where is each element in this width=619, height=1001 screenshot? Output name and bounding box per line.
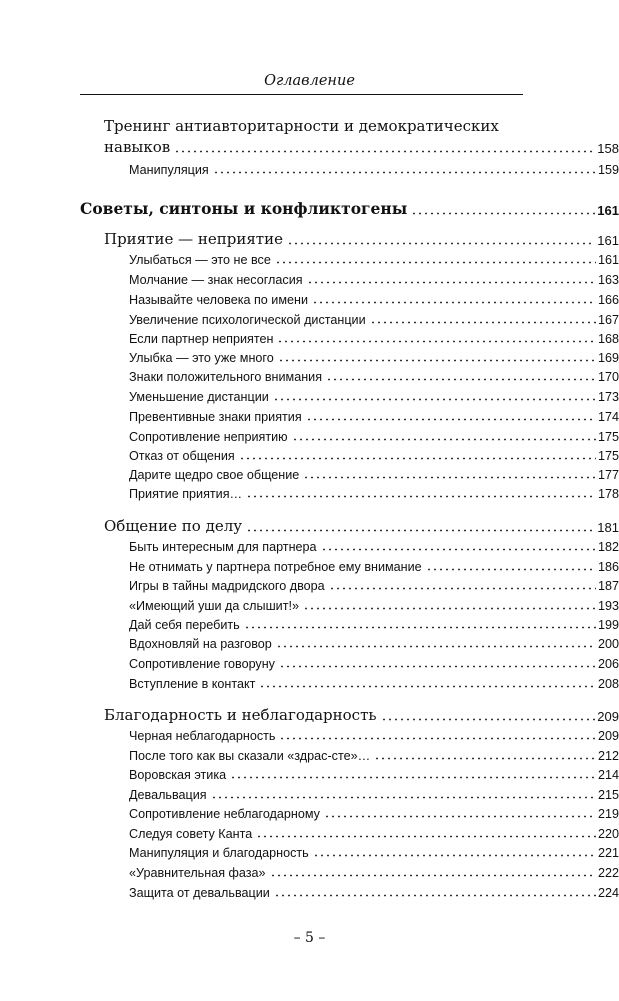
toc-page-number: 158 xyxy=(597,141,619,156)
toc-subentry[interactable] xyxy=(0,801,619,821)
toc-page-number: 163 xyxy=(597,273,619,287)
toc-page-number: 206 xyxy=(597,657,619,671)
toc-subentry-label: «Имеющий уши да слышит!» xyxy=(129,599,299,613)
toc-page-number: 193 xyxy=(597,599,619,613)
toc-subentry[interactable] xyxy=(0,651,619,671)
toc-subentry-label: После того как вы сказали «здрас-сте»… xyxy=(129,749,371,763)
toc-page-number: 200 xyxy=(597,637,619,651)
leader-dots xyxy=(246,529,595,532)
toc-chapter-label: Общение по делу xyxy=(104,517,243,535)
toc-entry-continued-line1[interactable]: Тренинг антиавторитарности и демократических xyxy=(104,117,499,135)
toc-subentry-label: Не отнимать у партнера потребное ему внимание xyxy=(129,560,422,574)
toc-subentry-label: Игры в тайны мадридского двора xyxy=(129,579,325,593)
leader-dots xyxy=(411,212,595,215)
leader-dots xyxy=(381,718,596,721)
leader-dots xyxy=(279,665,596,668)
leader-dots xyxy=(303,476,596,479)
toc-entry-continued[interactable] xyxy=(0,134,619,156)
toc-subentry[interactable] xyxy=(0,671,619,691)
toc-subentry-label: Если партнер неприятен xyxy=(129,332,274,346)
toc-subentry-label: Приятие приятия… xyxy=(129,487,243,501)
leader-dots xyxy=(244,626,596,629)
toc-page-number: 166 xyxy=(597,293,619,307)
running-header: Оглавление xyxy=(264,73,355,89)
leader-dots xyxy=(239,457,596,460)
toc-subentry[interactable] xyxy=(0,762,619,782)
toc-page-number: 173 xyxy=(597,390,619,404)
toc-subentry-label: Сопротивление неблагодарному xyxy=(129,807,320,821)
toc-page-number: 175 xyxy=(597,449,619,463)
toc-subentry[interactable] xyxy=(0,384,619,404)
toc-subentry[interactable] xyxy=(0,821,619,841)
leader-dots xyxy=(324,815,596,818)
toc-page-number: 178 xyxy=(597,487,619,501)
leader-dots xyxy=(174,150,595,153)
toc-subentry[interactable] xyxy=(0,723,619,743)
leader-dots xyxy=(256,835,596,838)
toc-page-number: 174 xyxy=(597,410,619,424)
toc-subentry-label: Дай себя перебить xyxy=(129,618,240,632)
leader-dots xyxy=(321,548,596,551)
toc-subentry[interactable] xyxy=(0,326,619,346)
toc-page-number: 161 xyxy=(597,253,619,267)
leader-dots xyxy=(426,568,596,571)
toc-subentry-label: Девальвация xyxy=(129,788,207,802)
leader-dots xyxy=(274,894,596,897)
toc-subentry[interactable] xyxy=(0,462,619,482)
toc-page-number: 168 xyxy=(597,332,619,346)
leader-dots xyxy=(259,685,596,688)
toc-page-number: 169 xyxy=(597,351,619,365)
leader-dots xyxy=(277,340,596,343)
toc-subentry[interactable] xyxy=(0,267,619,287)
toc-page-number: 161 xyxy=(597,203,619,218)
toc-subentry[interactable] xyxy=(0,573,619,593)
toc-subentry[interactable] xyxy=(0,880,619,900)
toc-subentry-label: Манипуляция и благодарность xyxy=(129,846,309,860)
toc-subentry-label: Защита от девальвации xyxy=(129,886,270,900)
leader-dots xyxy=(329,587,596,590)
toc-subentry[interactable] xyxy=(0,840,619,860)
toc-subentry[interactable] xyxy=(0,612,619,632)
toc-page-number: 161 xyxy=(597,233,619,248)
toc-chapter[interactable] xyxy=(0,226,619,248)
toc-part-heading[interactable] xyxy=(0,196,619,218)
leader-dots xyxy=(374,757,596,760)
toc-subentry-label: «Уравнительная фаза» xyxy=(129,866,266,880)
toc-chapter[interactable] xyxy=(0,513,619,535)
toc-subentry[interactable] xyxy=(0,364,619,384)
toc-subentry[interactable] xyxy=(0,554,619,574)
page-number: – 5 – xyxy=(293,930,326,946)
toc-subentry-label: Отказ от общения xyxy=(129,449,235,463)
toc-subentry-label: Сопротивление говоруну xyxy=(129,657,275,671)
toc-subentry-label: Следуя совету Канта xyxy=(129,827,253,841)
leader-dots xyxy=(270,874,596,877)
toc-subentry[interactable] xyxy=(0,345,619,365)
toc-subentry-label: Знаки положительного внимания xyxy=(129,370,323,384)
toc-chapter[interactable] xyxy=(0,702,619,724)
toc-subentry-label: Сопротивление неприятию xyxy=(129,430,288,444)
toc-page-number: 209 xyxy=(597,729,619,743)
toc-page-number: 170 xyxy=(597,370,619,384)
toc-subentry-label: Вдохновляй на разговор xyxy=(129,637,272,651)
leader-dots xyxy=(313,854,596,857)
toc-page-number: 187 xyxy=(597,579,619,593)
toc-page-number: 224 xyxy=(597,886,619,900)
toc-page-number: 167 xyxy=(597,313,619,327)
leader-dots xyxy=(278,359,596,362)
toc-subentry-label: Дарите щедро свое общение xyxy=(129,468,300,482)
toc-subentry[interactable] xyxy=(0,424,619,444)
toc-subentry-label: Увеличение психологической дистанции xyxy=(129,313,366,327)
toc-chapter-label: Благодарность и неблагодарность xyxy=(104,706,377,724)
toc-page-number: 159 xyxy=(597,163,619,177)
toc-subentry[interactable] xyxy=(0,481,619,501)
toc-subentry[interactable] xyxy=(0,404,619,424)
leader-dots xyxy=(370,321,596,324)
leader-dots xyxy=(246,495,596,498)
leader-dots xyxy=(303,607,596,610)
toc-subentry-label: Быть интересным для партнера xyxy=(129,540,317,554)
toc-subentry[interactable] xyxy=(0,157,619,177)
toc-page-number: 219 xyxy=(597,807,619,821)
toc-subentry[interactable] xyxy=(0,743,619,763)
toc-page-number: 181 xyxy=(597,520,619,535)
leader-dots xyxy=(326,378,596,381)
toc-subentry-label: Улыбка — это уже много xyxy=(129,351,274,365)
toc-page-number: 199 xyxy=(597,618,619,632)
toc-page-number: 221 xyxy=(597,846,619,860)
toc-subentry[interactable] xyxy=(0,860,619,880)
leader-dots xyxy=(312,301,596,304)
toc-page-number: 208 xyxy=(597,677,619,691)
leader-dots xyxy=(306,418,596,421)
toc-subentry-label: Улыбаться — это не все xyxy=(129,253,271,267)
toc-subentry[interactable] xyxy=(0,287,619,307)
toc-page-number: 186 xyxy=(597,560,619,574)
toc-page-number: 182 xyxy=(597,540,619,554)
toc-page-number: 212 xyxy=(597,749,619,763)
leader-dots xyxy=(287,242,595,245)
toc-subentry-label: Уменьшение дистанции xyxy=(129,390,269,404)
toc-subentry-label: Называйте человека по имени xyxy=(129,293,308,307)
toc-subentry[interactable] xyxy=(0,307,619,327)
leader-dots xyxy=(276,645,596,648)
toc-subentry[interactable] xyxy=(0,534,619,554)
leader-dots xyxy=(292,438,596,441)
toc-subentry[interactable] xyxy=(0,782,619,802)
toc-chapter-label: Приятие — неприятие xyxy=(104,230,283,248)
leader-dots xyxy=(307,281,596,284)
toc-part-label: Советы, синтоны и конфликтогены xyxy=(80,199,408,218)
leader-dots xyxy=(211,796,596,799)
toc-page-number: 175 xyxy=(597,430,619,444)
toc-subentry-label: Черная неблагодарность xyxy=(129,729,276,743)
toc-subentry[interactable] xyxy=(0,593,619,613)
toc-subentry-label: Воровская этика xyxy=(129,768,227,782)
toc-subentry-label: Молчание — знак несогласия xyxy=(129,273,303,287)
toc-page-number: 220 xyxy=(597,827,619,841)
leader-dots xyxy=(213,171,596,174)
toc-page-number: 214 xyxy=(597,768,619,782)
toc-subentry[interactable] xyxy=(0,443,619,463)
toc-subentry[interactable] xyxy=(0,247,619,267)
toc-subentry-label: Вступление в контакт xyxy=(129,677,256,691)
toc-page-number: 209 xyxy=(597,709,619,724)
leader-dots xyxy=(273,398,596,401)
toc-subentry-label: Манипуляция xyxy=(129,163,209,177)
leader-dots xyxy=(275,261,596,264)
leader-dots xyxy=(279,737,596,740)
toc-subentry[interactable] xyxy=(0,631,619,651)
toc-page-number: 215 xyxy=(597,788,619,802)
toc-subentry-label: Превентивные знаки приятия xyxy=(129,410,302,424)
toc-entry-label: навыков xyxy=(104,138,171,156)
toc-page-number: 222 xyxy=(597,866,619,880)
toc-page-number: 177 xyxy=(597,468,619,482)
leader-dots xyxy=(230,776,596,779)
